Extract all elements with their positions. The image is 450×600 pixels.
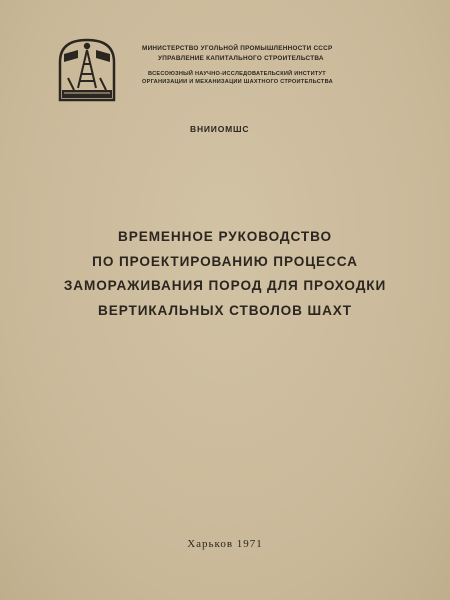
institute-logo-icon (56, 36, 118, 106)
title-line-1: ВРЕМЕННОЕ РУКОВОДСТВО (118, 229, 332, 244)
department-name: УПРАВЛЕНИЕ КАПИТАЛЬНОГО СТРОИТЕЛЬСТВА (158, 55, 324, 62)
institute-name-line-1: ВСЕСОЮЗНЫЙ НАУЧНО-ИССЛЕДОВАТЕЛЬСКИЙ ИНСТИТУТ (148, 71, 326, 77)
title-line-3: ЗАМОРАЖИВАНИЯ ПОРОД ДЛЯ ПРОХОДКИ (63, 278, 387, 293)
title-line-2: ПО ПРОЕКТИРОВАНИЮ ПРОЦЕССА (92, 253, 358, 269)
ministry-name: МИНИСТЕРСТВО УГОЛЬНОЙ ПРОМЫШЛЕННОСТИ СССР (142, 45, 333, 52)
institute-name-line-2: ОРГАНИЗАЦИИ И МЕХАНИЗАЦИИ ШАХТНОГО СТРОИТЕЛЬСТВА (142, 79, 333, 85)
document-title (0, 225, 450, 323)
publication-place-year: Харьков 1971 (187, 538, 263, 550)
title-line-4: ВЕРТИКАЛЬНЫХ СТВОЛОВ ШАХТ (98, 302, 352, 318)
header-organization (128, 44, 378, 86)
institute-abbreviation: ВНИИОМШС (190, 124, 250, 134)
